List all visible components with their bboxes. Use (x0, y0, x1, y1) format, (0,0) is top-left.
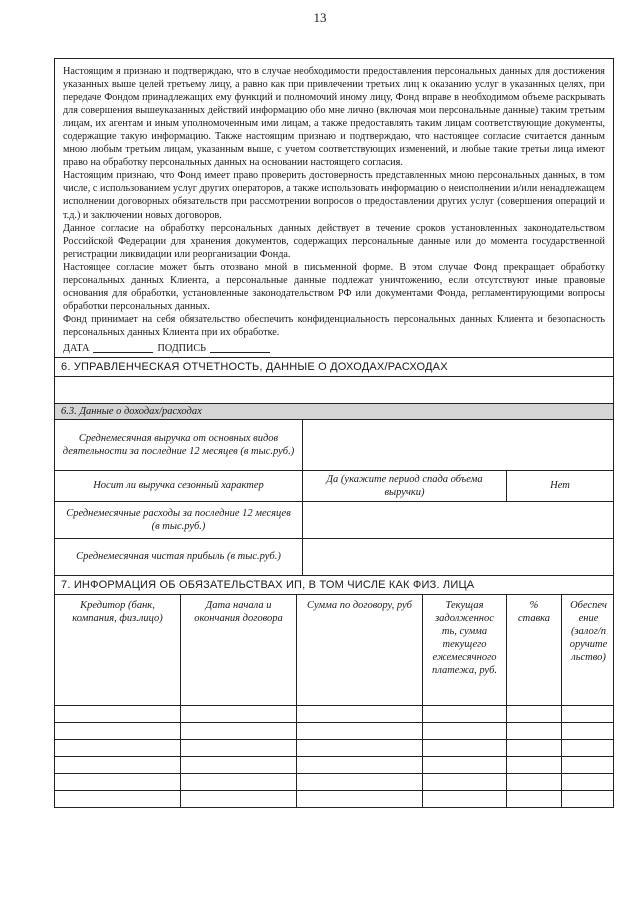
profit-label: Среднемесячная чистая прибыль (в тыс.руб.) (55, 539, 303, 575)
column-current-debt: Текущая задолженнос ть, сумма текущего ежемесячного платежа, руб. (423, 595, 507, 705)
expenses-row (55, 502, 613, 539)
section-7-title: 7. ИНФОРМАЦИЯ ОБ ОБЯЗАТЕЛЬСТВАХ ИП, В ТОМ ЧИСЛЕ КАК ФИЗ. ЛИЦА (55, 575, 613, 595)
consent-paragraph: Настоящее согласие может быть отозвано мной в письменной форме. В этом случае Фонд прекращает обработку персональных данных Клиента, а персональные данные подлежат уничтожению, если отсутствуют иные правовые основания для обработки, установленные законодательством РФ или документами Фонда, регламентирующими вопросы обработки персональных данных. (63, 261, 605, 312)
profit-row (55, 539, 613, 575)
consent-paragraph: Данное согласие на обработку персональных данных действует в течение сроков установленных законодательством Российской Федерации для хранения документов, содержащих персональные данные или до момента государственной регистрации ликвидации или реорганизации Фонда. (63, 222, 605, 260)
seasonal-no-option[interactable]: Нет (550, 480, 570, 492)
column-contract-amount: Сумма по договору, руб (297, 595, 423, 705)
consent-paragraph: Настоящим признаю, что Фонд имеет право проверить достоверность представленных мною персональных данных, в том числе, с использованием услуг других операторов, а также использовать информацию о неисполнении и/или ненадлежащем исполнении договорных обязательств при рассмотрении вопросов о предоставлении других услуг (совершения операций и т.д.) и заключении новых договоров. (63, 170, 605, 221)
revenue-value-field[interactable] (303, 420, 613, 470)
revenue-row (55, 420, 613, 471)
page-number: 13 (313, 10, 327, 25)
column-creditor: Кредитор (банк, компания, физ.лицо) (55, 595, 181, 705)
table-row[interactable] (55, 774, 613, 791)
seasonal-label: Носит ли выручка сезонный характер (55, 471, 303, 501)
date-signature-row (55, 342, 613, 357)
section-6-spacer (55, 377, 613, 403)
expenses-value-field[interactable] (303, 502, 613, 538)
table-row[interactable] (55, 740, 613, 757)
seasonal-yes-option[interactable]: Да (укажите период спада объема выручки) (303, 471, 507, 501)
column-rate: % ставка (507, 595, 562, 705)
date-field[interactable] (93, 342, 153, 353)
signature-label: ПОДПИСЬ (157, 342, 206, 354)
expenses-label: Среднемесячные расходы за последние 12 месяцев (в тыс.руб.) (55, 502, 303, 538)
column-contract-dates: Дата начала и окончания договора (181, 595, 297, 705)
revenue-label: Среднемесячная выручка от основных видов деятельности за последние 12 месяцев (в тыс.руб.) (55, 420, 303, 470)
section-6-title: 6. УПРАВЛЕНЧЕСКАЯ ОТЧЕТНОСТЬ, ДАННЫЕ О ДОХОДАХ/РАСХОДАХ (55, 357, 613, 377)
column-collateral: Обеспеч ение (залог/п оручите льство) (569, 599, 608, 663)
table-row[interactable] (55, 757, 613, 774)
subsection-6-3-title: 6.3. Данные о доходах/расходах (55, 403, 613, 420)
form-frame (54, 58, 614, 808)
table-row[interactable] (55, 723, 613, 740)
debt-table-body (55, 706, 613, 807)
consent-text (55, 59, 613, 342)
profit-value-field[interactable] (303, 539, 613, 575)
signature-field[interactable] (210, 342, 270, 353)
debt-table-header (55, 595, 613, 706)
seasonal-row (55, 471, 613, 502)
table-row[interactable] (55, 791, 613, 807)
date-label: ДАТА (63, 342, 90, 354)
table-row[interactable] (55, 706, 613, 723)
consent-paragraph: Настоящим я признаю и подтверждаю, что в случае необходимости предоставления персональных данных для достижения указанных выше целей третьему лицу, а равно как при привлечении третьих лиц к оказанию услуг в указанных целях, при передаче Фондом принадлежащих ему функций и полномочий иному лицу, Фонд вправе в необходимом объеме раскрывать для совершения вышеуказанных действий информацию обо мне лично (включая мои персональные данные) таким третьим лицам, их агентам и иным уполномоченным ими лицам, а также предоставлять таким лицам соответствующие документы, содержащие такую информацию. Также настоящим признаю и подтверждаю, что настоящее согласие считается данным мною любым третьим лицам, указанным выше, с учетом соответствующих изменений, и любые такие третьи лица имеют право на обработку персональных данных на основании настоящего согласия. (63, 66, 605, 169)
consent-paragraph: Фонд принимает на себя обязательство обеспечить конфиденциальность персональных данных Клиента и безопасность персональных данных Клиента при их обработке. (63, 313, 605, 338)
